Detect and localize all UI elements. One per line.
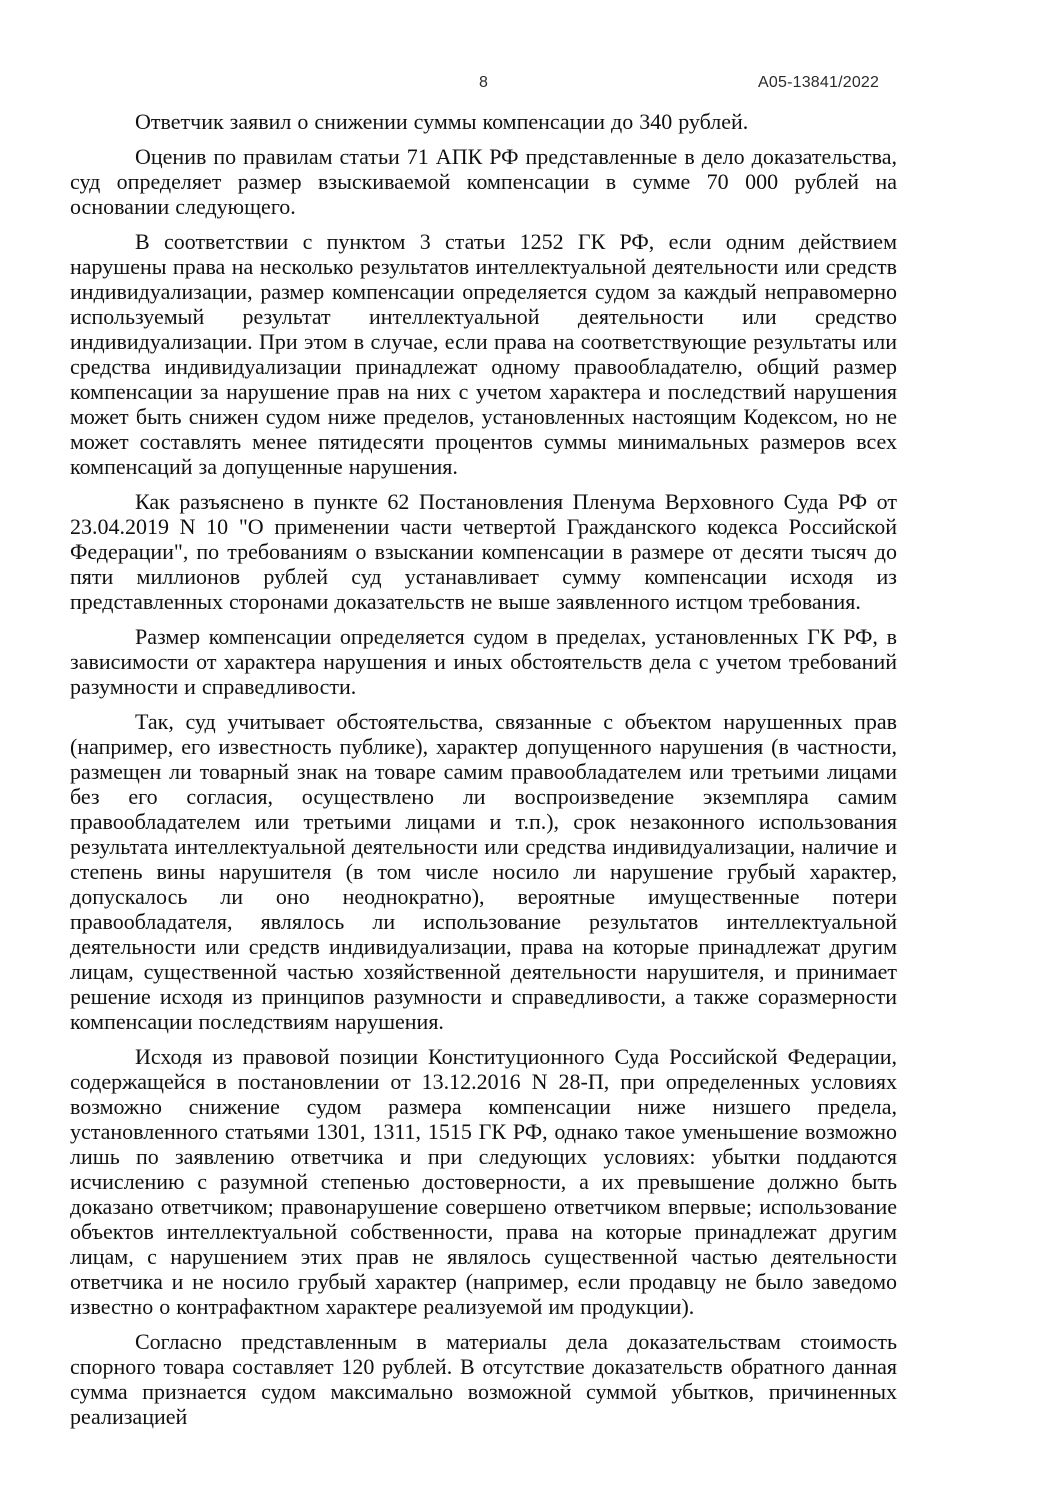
- paragraph: Ответчик заявил о снижении суммы компенсации до 340 рублей.: [135, 109, 749, 134]
- page-header: [0, 74, 1060, 96]
- paragraph: Так, суд учитывает обстоятельства, связанные с объектом нарушенных прав (например, его известность публике), характер допущенного нарушения (в частности, размещен ли товарный знак на товаре самим правообладателем или третьими лицами без его согласия, осуществлено ли воспроизведение экземпляра самим правообладателем или третьими лицами и т.п.), срок незаконного использования результата интеллектуальной деятельности или средства индивидуализации, наличие и степень вины нарушителя (в том числе носило ли нарушение грубый характер, допускалось ли оно неоднократно), вероятные имущественные потери правообладателя, являлось ли использование результатов интеллектуальной деятельности или средств индивидуализации, права на которые принадлежат другим лицам, существенной частью хозяйственной деятельности нарушителя, и принимает решение исходя из принципов разумности и справедливости, а также соразмерности компенсации последствиям нарушения.: [70, 709, 897, 1034]
- paragraph: Согласно представленным в материалы дела доказательствам стоимость спорного товара составляет 120 рублей. В отсутствие доказательств обратного данная сумма признается судом максимально возможной суммой убытков, причиненных реализацией: [70, 1329, 897, 1429]
- paragraph: Исходя из правовой позиции Конституционного Суда Российской Федерации, содержащейся в постановлении от 13.12.2016 N 28-П, при определенных условиях возможно снижение судом размера компенсации ниже низшего предела, установленного статьями 1301, 1311, 1515 ГК РФ, однако такое уменьшение возможно лишь по заявлению ответчика и при следующих условиях: убытки поддаются исчислению с разумной степенью достоверности, а их превышение должно быть доказано ответчиком; правонарушение совершено ответчиком впервые; использование объектов интеллектуальной собственности, права на которые принадлежат другим лицам, с нарушением этих прав не являлось существенной частью деятельности ответчика и не носило грубый характер (например, если продавцу не было заведомо известно о контрафактном характере реализуемой им продукции).: [70, 1044, 897, 1319]
- document-body: [70, 109, 897, 1439]
- page-number: 8: [479, 74, 488, 91]
- paragraph: Размер компенсации определяется судом в пределах, установленных ГК РФ, в зависимости от характера нарушения и иных обстоятельств дела с учетом требований разумности и справедливости.: [70, 624, 897, 699]
- paragraph: В соответствии с пунктом 3 статьи 1252 ГК РФ, если одним действием нарушены права на несколько результатов интеллектуальной деятельности или средств индивидуализации, размер компенсации определяется судом за каждый неправомерно используемый результат интеллектуальной деятельности или средство индивидуализации. При этом в случае, если права на соответствующие результаты или средства индивидуализации принадлежат одному правообладателю, общий размер компенсации за нарушение прав на них с учетом характера и последствий нарушения может быть снижен судом ниже пределов, установленных настоящим Кодексом, но не может составлять менее пятидесяти процентов суммы минимальных размеров всех компенсаций за допущенные нарушения.: [70, 229, 897, 479]
- paragraph: Оценив по правилам статьи 71 АПК РФ представленные в дело доказательства, суд определяет размер взыскиваемой компенсации в сумме 70 000 рублей на основании следующего.: [70, 144, 897, 219]
- case-number: А05-13841/2022: [758, 74, 880, 91]
- paragraph: Как разъяснено в пункте 62 Постановления Пленума Верховного Суда РФ от 23.04.2019 N 10 "О применении части четвертой Гражданского кодекса Российской Федерации", по требованиям о взыскании компенсации в размере от десяти тысяч до пяти миллионов рублей суд устанавливает сумму компенсации исходя из представленных сторонами доказательств не выше заявленного истцом требования.: [70, 489, 897, 614]
